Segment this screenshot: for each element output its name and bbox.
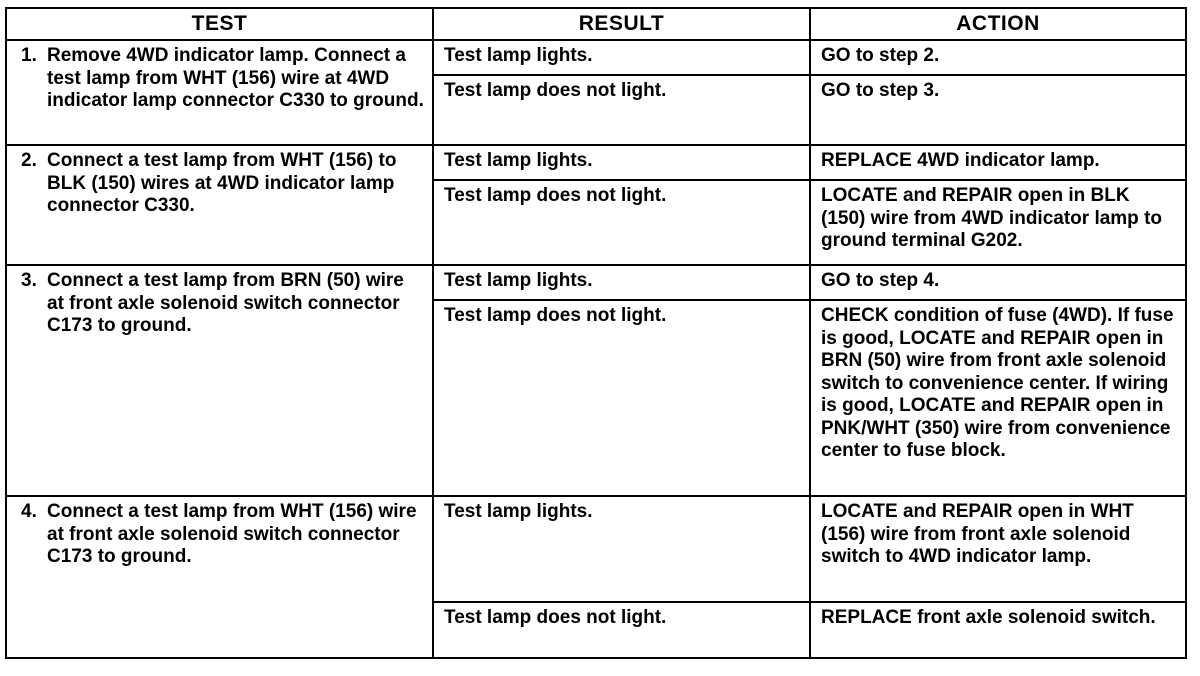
result-cell: Test lamp does not light. — [433, 180, 810, 265]
header-action: ACTION — [810, 8, 1186, 40]
step-number: 3. — [21, 270, 37, 291]
action-cell: GO to step 2. — [810, 40, 1186, 75]
test-cell-step-4 — [6, 496, 433, 658]
table-row — [6, 496, 1186, 602]
table-row — [6, 145, 1186, 180]
table-row — [6, 40, 1186, 75]
header-row — [6, 8, 1186, 40]
test-text: Connect a test lamp from WHT (156) wire at front axle solenoid switch connector C173 to ground. — [47, 501, 417, 567]
header-test: TEST — [6, 8, 433, 40]
result-cell: Test lamp lights. — [433, 265, 810, 300]
action-cell: LOCATE and REPAIR open in WHT (156) wire from front axle solenoid switch to 4WD indicator lamp. — [810, 496, 1186, 602]
header-result: RESULT — [433, 8, 810, 40]
step-number: 2. — [21, 150, 37, 171]
action-cell: LOCATE and REPAIR open in BLK (150) wire from 4WD indicator lamp to ground terminal G202. — [810, 180, 1186, 265]
result-cell: Test lamp does not light. — [433, 602, 810, 658]
test-cell-step-2 — [6, 145, 433, 265]
table-row — [6, 265, 1186, 300]
test-cell-step-3 — [6, 265, 433, 496]
result-cell: Test lamp lights. — [433, 496, 810, 602]
result-cell: Test lamp does not light. — [433, 75, 810, 145]
action-cell: CHECK condition of fuse (4WD). If fuse is good, LOCATE and REPAIR open in BRN (50) wire from front axle solenoid switch to convenience center. If wiring is good, LOCATE and REPAIR open in PNK/WHT (350) wire from convenience center to fuse block. — [810, 300, 1186, 496]
test-text: Connect a test lamp from WHT (156) to BLK (150) wires at 4WD indicator lamp connector C330. — [47, 150, 397, 216]
result-cell: Test lamp lights. — [433, 145, 810, 180]
step-number: 4. — [21, 501, 37, 522]
test-cell-step-1 — [6, 40, 433, 145]
result-cell: Test lamp lights. — [433, 40, 810, 75]
action-cell: REPLACE front axle solenoid switch. — [810, 602, 1186, 658]
action-cell: GO to step 4. — [810, 265, 1186, 300]
result-cell: Test lamp does not light. — [433, 300, 810, 496]
action-cell: REPLACE 4WD indicator lamp. — [810, 145, 1186, 180]
action-cell: GO to step 3. — [810, 75, 1186, 145]
step-number: 1. — [21, 45, 37, 66]
test-text: Remove 4WD indicator lamp. Connect a test lamp from WHT (156) wire at 4WD indicator lamp connector C330 to ground. — [47, 45, 424, 111]
diagnostic-table — [5, 7, 1187, 659]
test-text: Connect a test lamp from BRN (50) wire at front axle solenoid switch connector C173 to ground. — [47, 270, 404, 336]
